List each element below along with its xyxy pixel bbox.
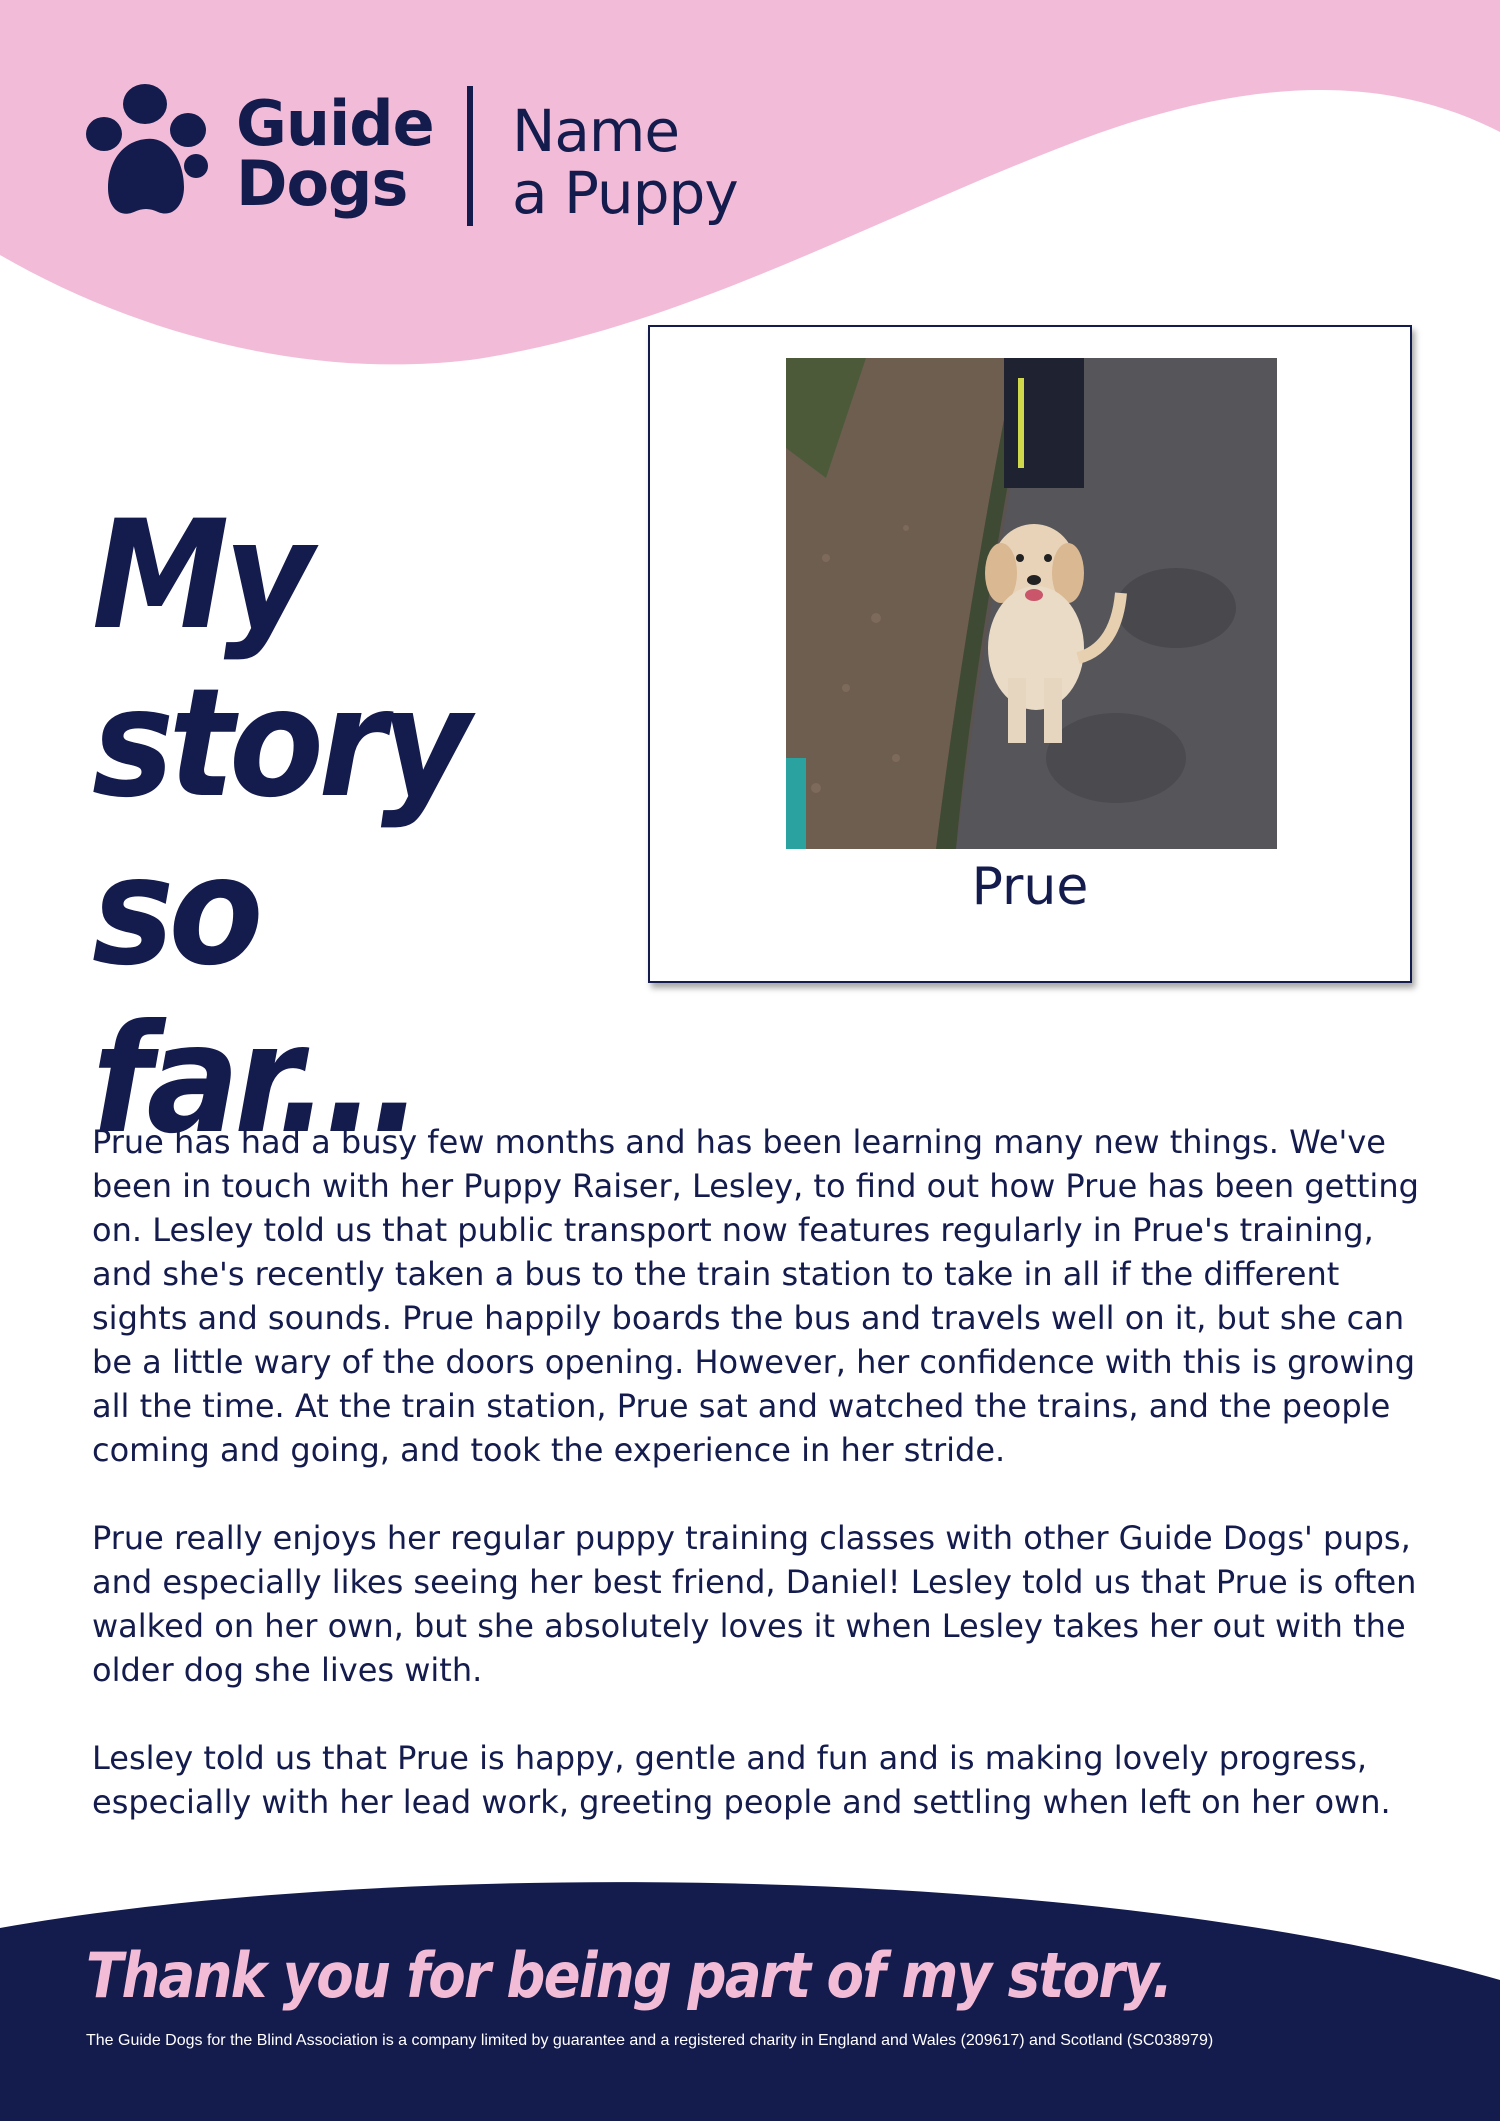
story-paragraph: Lesley told us that Prue is happy, gentle and fun and is making lovely progress, especially with her lead work, greeting people and settling when left on her own.	[92, 1739, 1391, 1821]
logo-divider	[467, 86, 473, 226]
guide-dogs-logo	[84, 84, 744, 234]
paw-icon	[84, 84, 214, 219]
headline-line1: My story	[92, 489, 466, 831]
brand-name	[236, 87, 434, 220]
puppy-photo	[786, 358, 1277, 849]
photo-card	[648, 325, 1412, 983]
product-name-line2: a Puppy	[512, 159, 738, 227]
product-name	[512, 97, 738, 227]
charity-legal-notice: The Guide Dogs for the Blind Association is a company limited by guarantee and a registered charity in England and Wales (209617) and Scotland (SC038979)	[86, 2032, 1214, 2049]
story-text	[92, 1120, 1422, 1868]
story-paragraph: Prue really enjoys her regular puppy training classes with other Guide Dogs' pups, and especially likes seeing her best friend, Daniel! Lesley told us that Prue is often walked on her own, but she absolutely loves it when Lesley takes her out with the older dog she lives with.	[92, 1519, 1417, 1689]
brand-name-line1: Guide	[236, 87, 434, 160]
brand-name-line2: Dogs	[236, 147, 408, 220]
story-paragraph: Prue has had a busy few months and has been learning many new things. We've been in touch with her Puppy Raiser, Lesley, to find out how Prue has been getting on. Lesley told us that public transport now features regularly in Prue's training, and she's recently taken a bus to the train station to take in all if the different sights and sounds. Prue happily boards the bus and travels well on it, but she can be a little wary of the doors opening. However, her confidence with this is growing all the time. At the train station, Prue sat and watched the trains, and the people coming and going, and took the experience in her stride.	[92, 1123, 1419, 1469]
product-name-line1: Name	[512, 97, 680, 165]
thank-you-message: Thank you for being part of my story.	[86, 1939, 1172, 2012]
page-headline	[92, 489, 607, 1167]
headline-line2: so far...	[92, 825, 418, 1167]
photo-caption: Prue	[971, 857, 1089, 917]
